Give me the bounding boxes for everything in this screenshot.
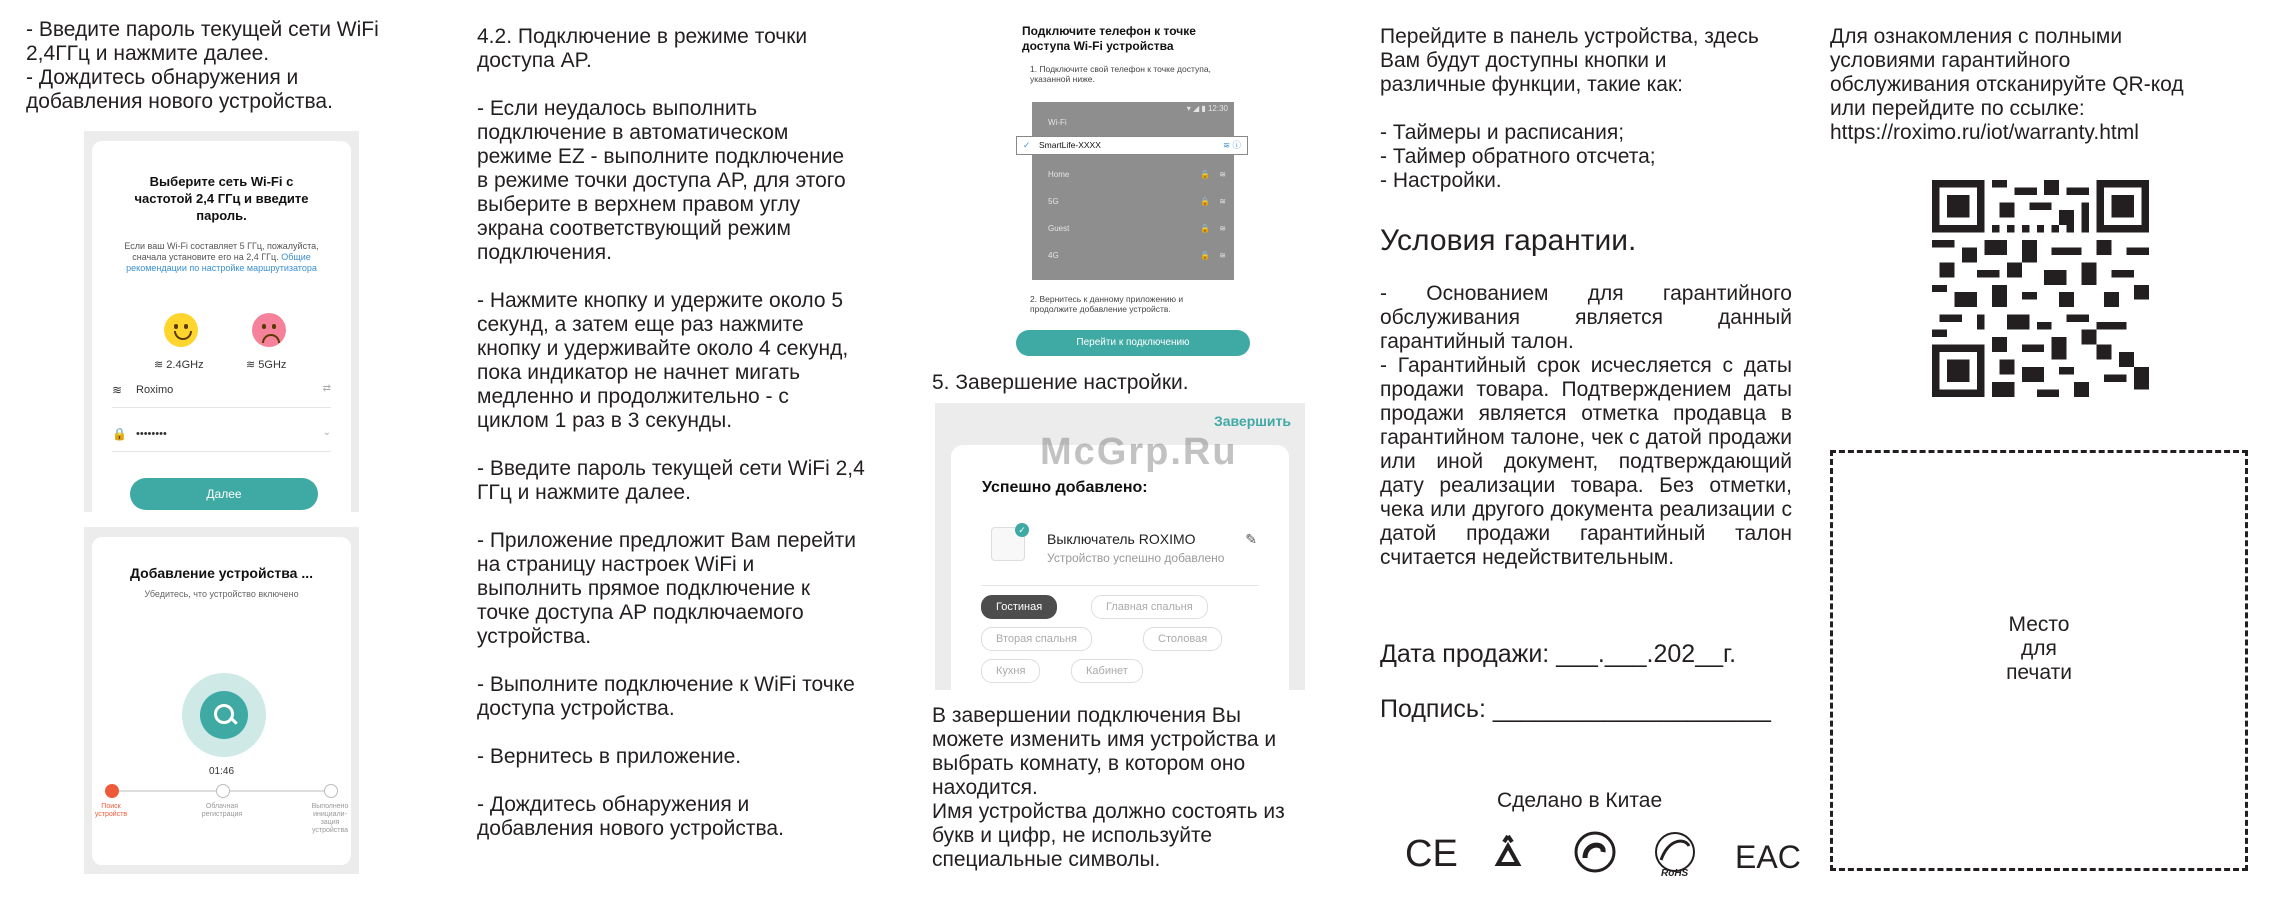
- happy-face-icon: [164, 313, 198, 347]
- network-field[interactable]: [112, 383, 331, 408]
- adding-device-screenshot: [84, 527, 359, 874]
- wifi-select-screenshot: [84, 131, 359, 512]
- step-label-2: Облачная регистрация: [201, 803, 243, 818]
- stamp-area: [1830, 450, 2248, 871]
- qr-code[interactable]: [1932, 180, 2149, 397]
- adding-title: Добавление устройства ...: [130, 565, 313, 581]
- password-field[interactable]: [112, 427, 331, 452]
- network-row-4[interactable]: 4G 🔒 ≋: [1048, 251, 1226, 260]
- signature-line: Подпись: ____________________: [1380, 695, 1771, 723]
- freq-5-label: ≋ 5GHz: [246, 359, 287, 371]
- wifi-header: Wi-Fi: [1048, 118, 1067, 127]
- status-bar: ▾ ◢ ▮ 12:30: [1186, 104, 1228, 113]
- rohs-icon: [1656, 833, 1694, 879]
- phone-wifi-list: [1032, 102, 1234, 280]
- wifi-instructions-text: - Введите пароль текущей сети WiFi 2,4ГГц и нажмите далее. - Дождитесь обнаружения и добавления нового устройства.: [26, 18, 379, 113]
- lock-icon: 🔒: [112, 427, 127, 441]
- eye-icon[interactable]: ⌄: [322, 427, 331, 438]
- next-button[interactable]: Далее: [130, 478, 318, 510]
- router-tips-link[interactable]: Общие рекомендации по настройке маршрутизатора: [126, 252, 317, 273]
- search-progress-ring: [182, 673, 266, 757]
- finish-button[interactable]: Завершить: [1213, 413, 1291, 429]
- countdown-time: 01:46: [208, 766, 235, 777]
- network-name: Roximo: [136, 384, 174, 396]
- room-chip[interactable]: Главная спальня: [1091, 595, 1208, 619]
- swap-icon[interactable]: ⇄: [322, 383, 331, 394]
- finish-text: В завершении подключения Вы можете изменить имя устройства и выбрать комнату, в котором оно находится. Имя устройства должно состоять из букв и цифр, не используйте специальные символы.: [932, 704, 1285, 871]
- adding-subtitle: Убедитесь, что устройство включено: [144, 589, 299, 599]
- edit-icon[interactable]: ✎: [1245, 531, 1257, 547]
- divider: [981, 585, 1259, 586]
- room-chip[interactable]: Столовая: [1143, 627, 1222, 651]
- green-dot-icon: [1576, 833, 1614, 871]
- ap-step1: 1. Подключите свой телефон к точке доступа, указанной ниже.: [1030, 64, 1211, 84]
- rohs-label: RoHS: [1661, 868, 1689, 879]
- success-screenshot: [935, 403, 1305, 690]
- ce-mark-icon: [1405, 833, 1458, 875]
- go-connect-button[interactable]: Перейти к подключению: [1016, 330, 1250, 356]
- room-chip[interactable]: Гостиная: [981, 595, 1057, 619]
- network-row-2[interactable]: 5G 🔒 ≋: [1048, 197, 1226, 206]
- room-chip[interactable]: Кухня: [981, 659, 1040, 683]
- check-badge-icon: ✓: [1015, 523, 1029, 537]
- step-dot-1: [105, 784, 119, 798]
- stamp-label: Место для печати: [2006, 613, 2072, 684]
- sad-face-icon: [252, 313, 286, 347]
- wifi-screen-desc: Если ваш Wi-Fi составляет 5 ГГц, пожалуйста, сначала установите его на 2,4 ГГц. Общие рекомендации по настройке маршрутизатора: [124, 241, 319, 273]
- svg-text:CE: CE: [1405, 833, 1458, 875]
- step-dot-2: [216, 784, 230, 798]
- info-icon[interactable]: ≋ ⓘ: [1223, 140, 1241, 150]
- eac-label: EAC: [1735, 839, 1801, 875]
- room-chip[interactable]: Кабинет: [1071, 659, 1143, 683]
- warranty-text: - Основанием для гарантийного обслуживания является данный гарантийный талон. - Гарантийный срок исчесляется с даты продажи товара. Подтверждением даты продажи является отметка продавца в гарантийном талоне, чек с датой продажи или иной документ, подтверждающий дату реализации товара. Без отметки, чека или другого документа реализации с датой продажи гарантийный талон считается недействительным.: [1380, 282, 1792, 569]
- step-label-1: Поиск устройств: [94, 803, 128, 818]
- freq-24-label: ≋ 2.4GHz: [154, 359, 204, 371]
- room-chip[interactable]: Вторая спальня: [981, 627, 1092, 651]
- wifi-icon: ≋: [112, 383, 123, 397]
- warranty-link-text: Для ознакомления с полными условиями гарантийного обслуживания отсканируйте QR-код или перейдите по ссылке: https://roximo.ru/iot/warranty.html: [1830, 25, 2184, 144]
- watermark: McGrp.Ru: [1040, 431, 1238, 473]
- recycle-icon: [1498, 836, 1518, 864]
- eac-mark-icon: [1735, 839, 1801, 875]
- network-row-1[interactable]: Home 🔒 ≋: [1048, 170, 1226, 179]
- ap-screen-title: Подключите телефон к точке доступа Wi-Fi устройства: [1022, 24, 1196, 53]
- finish-heading: 5. Завершение настройки.: [932, 371, 1189, 394]
- made-in-china: Сделано в Китае: [1497, 789, 1663, 812]
- step-dot-3: [324, 784, 338, 798]
- search-icon: [200, 691, 248, 739]
- password-value: ••••••••: [136, 428, 167, 440]
- ap-step2: 2. Вернитесь к данному приложению и продолжите добавление устройств.: [1030, 294, 1184, 314]
- wifi-screen-title: Выберите сеть Wi-Fi с частотой 2,4 ГГц и введите пароль.: [134, 174, 309, 223]
- success-title: Успешно добавлено:: [982, 479, 1148, 496]
- device-name: Выключатель ROXIMO: [1047, 531, 1196, 547]
- warranty-title: Условия гарантии.: [1380, 224, 1637, 257]
- ap-mode-instructions: 4.2. Подключение в режиме точки доступа AP. - Если неудалось выполнить подключение в автоматическом режиме EZ - выполните подключение в режиме точки доступа AP, для этого выберите в верхнем правом углу экрана соответствующий режим подключения. - Нажмите кнопку и удержите около 5 секунд, а затем еще раз нажмите кнопку и удерживайте около 4 секунд, пока индикатор не начнет мигать медленно и продолжительно - с циклом 1 раз в 3 секунды. - Введите пароль текущей сети WiFi 2,4 ГГц и нажмите далее. - Приложение предложит Вам перейти на страницу настроек WiFi и выполнить прямое подключение к точке доступа AP подключаемого устройства. - Выполните подключение к WiFi точке доступа устройства. - Вернитесь в приложение. - Дождитесь обнаружения и добавления нового устройства.: [477, 25, 865, 840]
- certification-logos: [1405, 826, 1801, 879]
- selected-network-row[interactable]: ✓ SmartLife-XXXX ≋ ⓘ: [1016, 136, 1248, 155]
- device-status: Устройство успешно добавлено: [1047, 551, 1225, 565]
- sale-date: Дата продажи: ___.___.202__г.: [1380, 640, 1737, 668]
- device-panel-text: Перейдите в панель устройства, здесь Вам будут доступны кнопки и различные функции, такие как: - Таймеры и расписания; - Таймер обратного отсчета; - Настройки.: [1380, 25, 1759, 192]
- check-icon: ✓: [1023, 140, 1031, 150]
- step-label-3: Выполнено инициали- зация устройства: [311, 803, 349, 834]
- network-row-3[interactable]: Guest 🔒 ≋: [1048, 224, 1226, 233]
- ap-connect-screenshot: [1016, 20, 1256, 360]
